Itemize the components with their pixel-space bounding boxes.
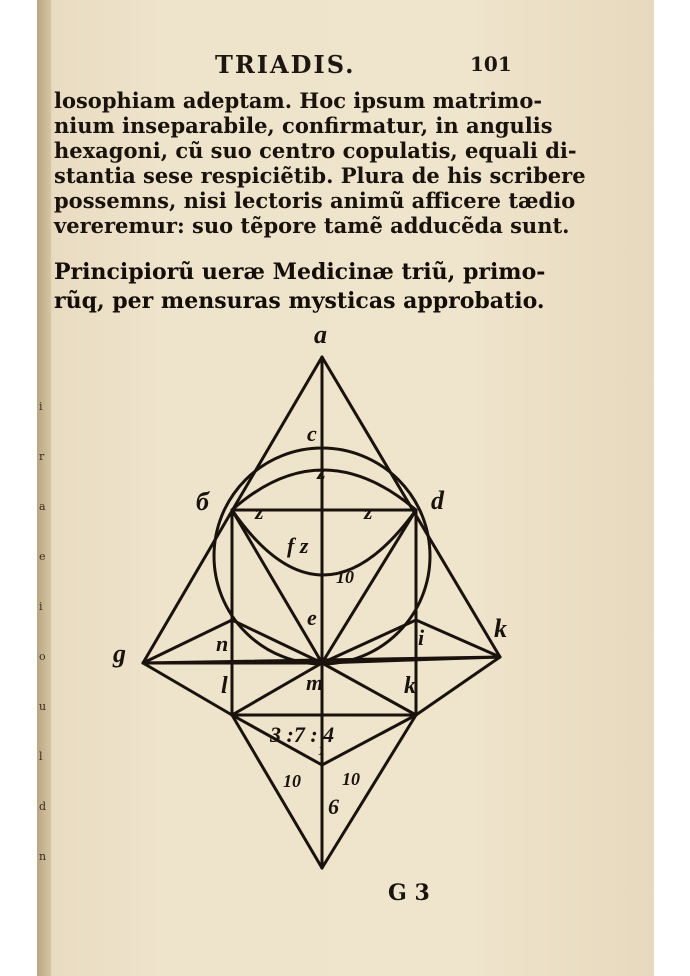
label-c: c bbox=[307, 421, 317, 446]
section-heading-line: rũq, per mensuras mysticas approbatio. bbox=[54, 288, 545, 314]
label-e: e bbox=[307, 605, 317, 630]
label-k-lower: k bbox=[404, 673, 416, 699]
label-z-left: z bbox=[255, 499, 264, 524]
label-k-right: k bbox=[494, 614, 507, 643]
label-z-top: z bbox=[317, 459, 326, 484]
body-line: vereremur: suo tẽpore tamẽ adducẽda sunt. bbox=[54, 213, 570, 238]
label-10-left: 10 bbox=[283, 771, 301, 791]
label-z-right: z bbox=[364, 499, 373, 524]
label-a: a bbox=[314, 320, 327, 349]
body-line: possemns, nisi lectoris animũ afficere tædio bbox=[54, 188, 576, 213]
page-number: 101 bbox=[470, 52, 512, 76]
margin-bleed-marks: i r a e i o u l d n bbox=[39, 400, 47, 863]
label-n: n bbox=[216, 631, 229, 656]
signature-mark: G 3 bbox=[388, 880, 430, 906]
label-6: 6 bbox=[328, 794, 339, 819]
label-one: 1 bbox=[318, 744, 325, 759]
label-b: б bbox=[196, 487, 209, 516]
label-l: l bbox=[221, 673, 228, 699]
label-10-mid: 10 bbox=[336, 567, 354, 587]
label-m: m bbox=[306, 670, 324, 695]
label-10-right: 10 bbox=[342, 769, 360, 789]
running-header-title: TRIADIS. bbox=[215, 50, 356, 79]
section-heading-line: Principiorũ ueræ Medicinæ triũ, primo- bbox=[54, 259, 546, 285]
body-line: stantia sese respiciẽtib. Plura de his scribere bbox=[54, 163, 586, 188]
label-d: d bbox=[431, 486, 444, 515]
body-line: nium inseparabile, confirmatur, in angulis bbox=[54, 113, 553, 138]
body-line: hexagoni, cũ suo centro copulatis, equali di- bbox=[54, 138, 577, 163]
label-i: i bbox=[418, 625, 425, 650]
body-line: losophiam adeptam. Hoc ipsum matrimo- bbox=[54, 88, 543, 113]
label-g: g bbox=[113, 639, 126, 668]
label-numbers: 3 :7 : 4 bbox=[270, 722, 335, 747]
label-fz: f z bbox=[287, 533, 309, 558]
